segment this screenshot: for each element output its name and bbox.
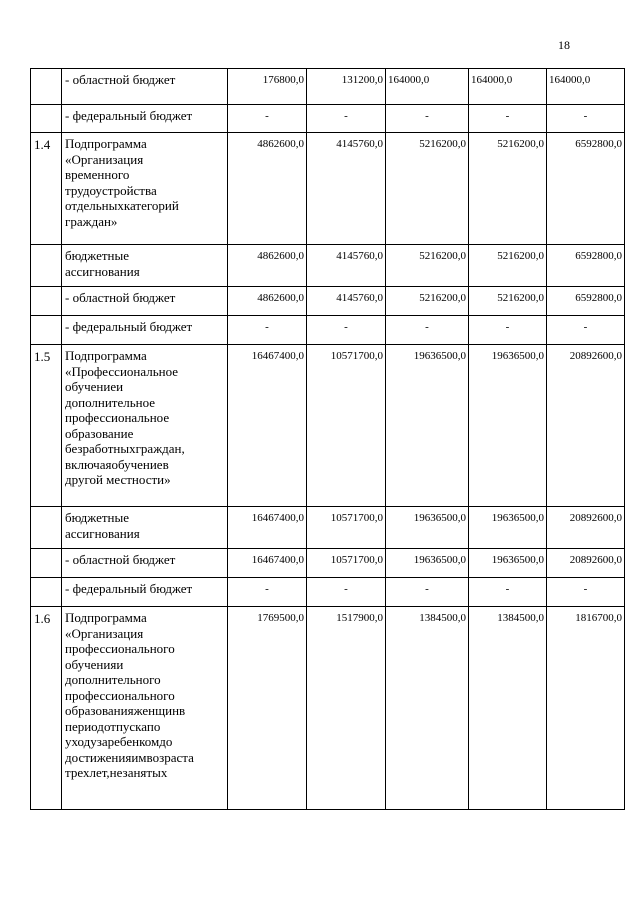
name-line: бюджетные xyxy=(65,248,130,263)
name-line: граждан» xyxy=(65,213,118,229)
name-word: и xyxy=(116,656,124,672)
value-cell: 164000,0 xyxy=(469,69,547,105)
value-cell: 4145760,0 xyxy=(307,133,386,245)
row-name xyxy=(62,345,228,507)
value-cell: 1384500,0 xyxy=(469,607,547,810)
row-name: - областной бюджет xyxy=(62,287,228,316)
value-cell: 5216200,0 xyxy=(386,133,469,245)
name-line xyxy=(65,719,224,735)
value-cell: 16467400,0 xyxy=(228,345,307,507)
table-row xyxy=(31,245,625,287)
value-cell: 5216200,0 xyxy=(469,287,547,316)
value-cell: - xyxy=(386,316,469,345)
value-cell: 19636500,0 xyxy=(469,549,547,578)
row-number xyxy=(31,507,62,549)
value-cell: - xyxy=(547,316,625,345)
value-cell: 1816700,0 xyxy=(547,607,625,810)
value-cell: 20892600,0 xyxy=(547,507,625,549)
name-line: «Профессиональное xyxy=(65,363,179,379)
row-name: - федеральный бюджет xyxy=(62,578,228,607)
table-row xyxy=(31,69,625,105)
table-row xyxy=(31,507,625,549)
name-word: в xyxy=(179,703,186,718)
row-name xyxy=(62,133,228,245)
value-cell: - xyxy=(228,316,307,345)
value-cell: - xyxy=(547,105,625,133)
row-number xyxy=(31,105,62,133)
value-cell: 5216200,0 xyxy=(386,245,469,287)
value-cell: - xyxy=(469,578,547,607)
value-cell: 19636500,0 xyxy=(469,345,547,507)
name-line: ассигнования xyxy=(65,525,140,541)
value-cell: - xyxy=(307,105,386,133)
value-cell: - xyxy=(547,578,625,607)
name-line xyxy=(65,198,224,214)
value-cell: - xyxy=(228,105,307,133)
name-word: период xyxy=(65,718,104,734)
value-cell: 6592800,0 xyxy=(547,133,625,245)
value-cell: 5216200,0 xyxy=(469,133,547,245)
row-number: 1.5 xyxy=(31,345,62,507)
value-cell: 4862600,0 xyxy=(228,245,307,287)
page-number: 18 xyxy=(558,38,570,52)
value-cell: 16467400,0 xyxy=(228,507,307,549)
name-line: Подпрограмма xyxy=(65,610,147,625)
value-cell: 5216200,0 xyxy=(386,287,469,316)
name-word: и xyxy=(116,379,124,394)
name-word: образования xyxy=(65,703,134,718)
value-cell: 6592800,0 xyxy=(547,245,625,287)
row-number xyxy=(31,69,62,105)
name-line: профессионального xyxy=(65,687,175,703)
row-number: 1.4 xyxy=(31,133,62,245)
name-line: Подпрограмма xyxy=(65,348,147,363)
value-cell: 6592800,0 xyxy=(547,287,625,316)
name-word: включая xyxy=(65,456,112,472)
name-line: временного xyxy=(65,167,130,182)
value-cell: 1769500,0 xyxy=(228,607,307,810)
name-line xyxy=(65,379,224,395)
row-name: - федеральный бюджет xyxy=(62,105,228,133)
value-cell: 164000,0 xyxy=(386,69,469,105)
value-cell: - xyxy=(469,105,547,133)
row-name: - областной бюджет xyxy=(62,69,228,105)
value-cell: 164000,0 xyxy=(547,69,625,105)
value-cell: 4145760,0 xyxy=(307,287,386,316)
value-cell: 1384500,0 xyxy=(386,607,469,810)
name-word: женщин xyxy=(133,703,180,718)
name-line: дополнительное xyxy=(65,394,156,410)
name-word: обучение xyxy=(111,456,163,472)
name-line: Подпрограмма xyxy=(65,136,147,151)
name-word: трех xyxy=(65,765,90,780)
row-number xyxy=(31,578,62,607)
table-row xyxy=(31,105,625,133)
value-cell: 19636500,0 xyxy=(386,345,469,507)
value-cell: 20892600,0 xyxy=(547,549,625,578)
name-word: в xyxy=(162,456,169,472)
value-cell: 176800,0 xyxy=(228,69,307,105)
value-cell: 5216200,0 xyxy=(469,245,547,287)
name-line xyxy=(65,734,224,750)
value-cell: - xyxy=(307,578,386,607)
name-word: за xyxy=(96,734,108,749)
name-line xyxy=(65,765,224,781)
value-cell: - xyxy=(228,578,307,607)
value-cell: 4862600,0 xyxy=(228,287,307,316)
name-line: бюджетные xyxy=(65,510,130,525)
table-row xyxy=(31,549,625,578)
value-cell: 20892600,0 xyxy=(547,345,625,507)
name-word: уходу xyxy=(65,734,97,749)
name-line: «Организация xyxy=(65,151,144,167)
name-line: «Организация xyxy=(65,625,144,641)
table-row xyxy=(31,578,625,607)
name-word: категорий xyxy=(123,198,179,213)
row-number xyxy=(31,245,62,287)
row-name xyxy=(62,607,228,810)
value-cell: 10571700,0 xyxy=(307,549,386,578)
row-name xyxy=(62,245,228,287)
name-word: отдельных xyxy=(65,198,124,213)
value-cell: 16467400,0 xyxy=(228,549,307,578)
table-row xyxy=(31,133,625,245)
table-row xyxy=(31,287,625,316)
name-line: профессионального xyxy=(65,641,175,656)
value-cell: - xyxy=(469,316,547,345)
value-cell: 19636500,0 xyxy=(469,507,547,549)
row-number xyxy=(31,287,62,316)
name-line: трудоустройства xyxy=(65,182,157,198)
row-name: - федеральный бюджет xyxy=(62,316,228,345)
name-word: обучение xyxy=(65,379,117,394)
table-row xyxy=(31,345,625,507)
name-word: по xyxy=(146,718,161,734)
name-word: до xyxy=(159,734,173,749)
row-name xyxy=(62,507,228,549)
row-number xyxy=(31,549,62,578)
name-line: образование xyxy=(65,425,134,441)
value-cell: 10571700,0 xyxy=(307,345,386,507)
budget-table xyxy=(30,68,625,810)
name-line: дополнительного xyxy=(65,672,161,687)
name-word: им xyxy=(131,749,147,765)
table-row xyxy=(31,607,625,810)
name-line: другой местности» xyxy=(65,472,171,487)
name-word: лет, xyxy=(89,765,110,780)
name-word: отпуска xyxy=(103,718,147,734)
name-word: граждан, xyxy=(135,441,185,456)
value-cell: - xyxy=(386,105,469,133)
name-line: профессиональное xyxy=(65,410,170,425)
row-number: 1.6 xyxy=(31,607,62,810)
value-cell: 1517900,0 xyxy=(307,607,386,810)
row-name: - областной бюджет xyxy=(62,549,228,578)
name-line: ассигнования xyxy=(65,263,140,279)
table-row xyxy=(31,316,625,345)
value-cell: 131200,0 xyxy=(307,69,386,105)
name-word: достижения xyxy=(65,749,132,765)
name-line xyxy=(65,657,224,673)
value-cell: 19636500,0 xyxy=(386,507,469,549)
name-line xyxy=(65,457,224,473)
value-cell: - xyxy=(307,316,386,345)
value-cell: 4862600,0 xyxy=(228,133,307,245)
name-word: обучения xyxy=(65,656,117,672)
value-cell: 4145760,0 xyxy=(307,245,386,287)
name-line xyxy=(65,441,224,457)
name-word: безработных xyxy=(65,441,136,456)
name-line xyxy=(65,750,224,766)
value-cell: 10571700,0 xyxy=(307,507,386,549)
value-cell: 19636500,0 xyxy=(386,549,469,578)
name-word: незанятых xyxy=(109,765,168,780)
name-word: возраста xyxy=(146,749,194,765)
name-line xyxy=(65,703,224,719)
row-number xyxy=(31,316,62,345)
name-word: ребенком xyxy=(107,734,160,749)
value-cell: - xyxy=(386,578,469,607)
